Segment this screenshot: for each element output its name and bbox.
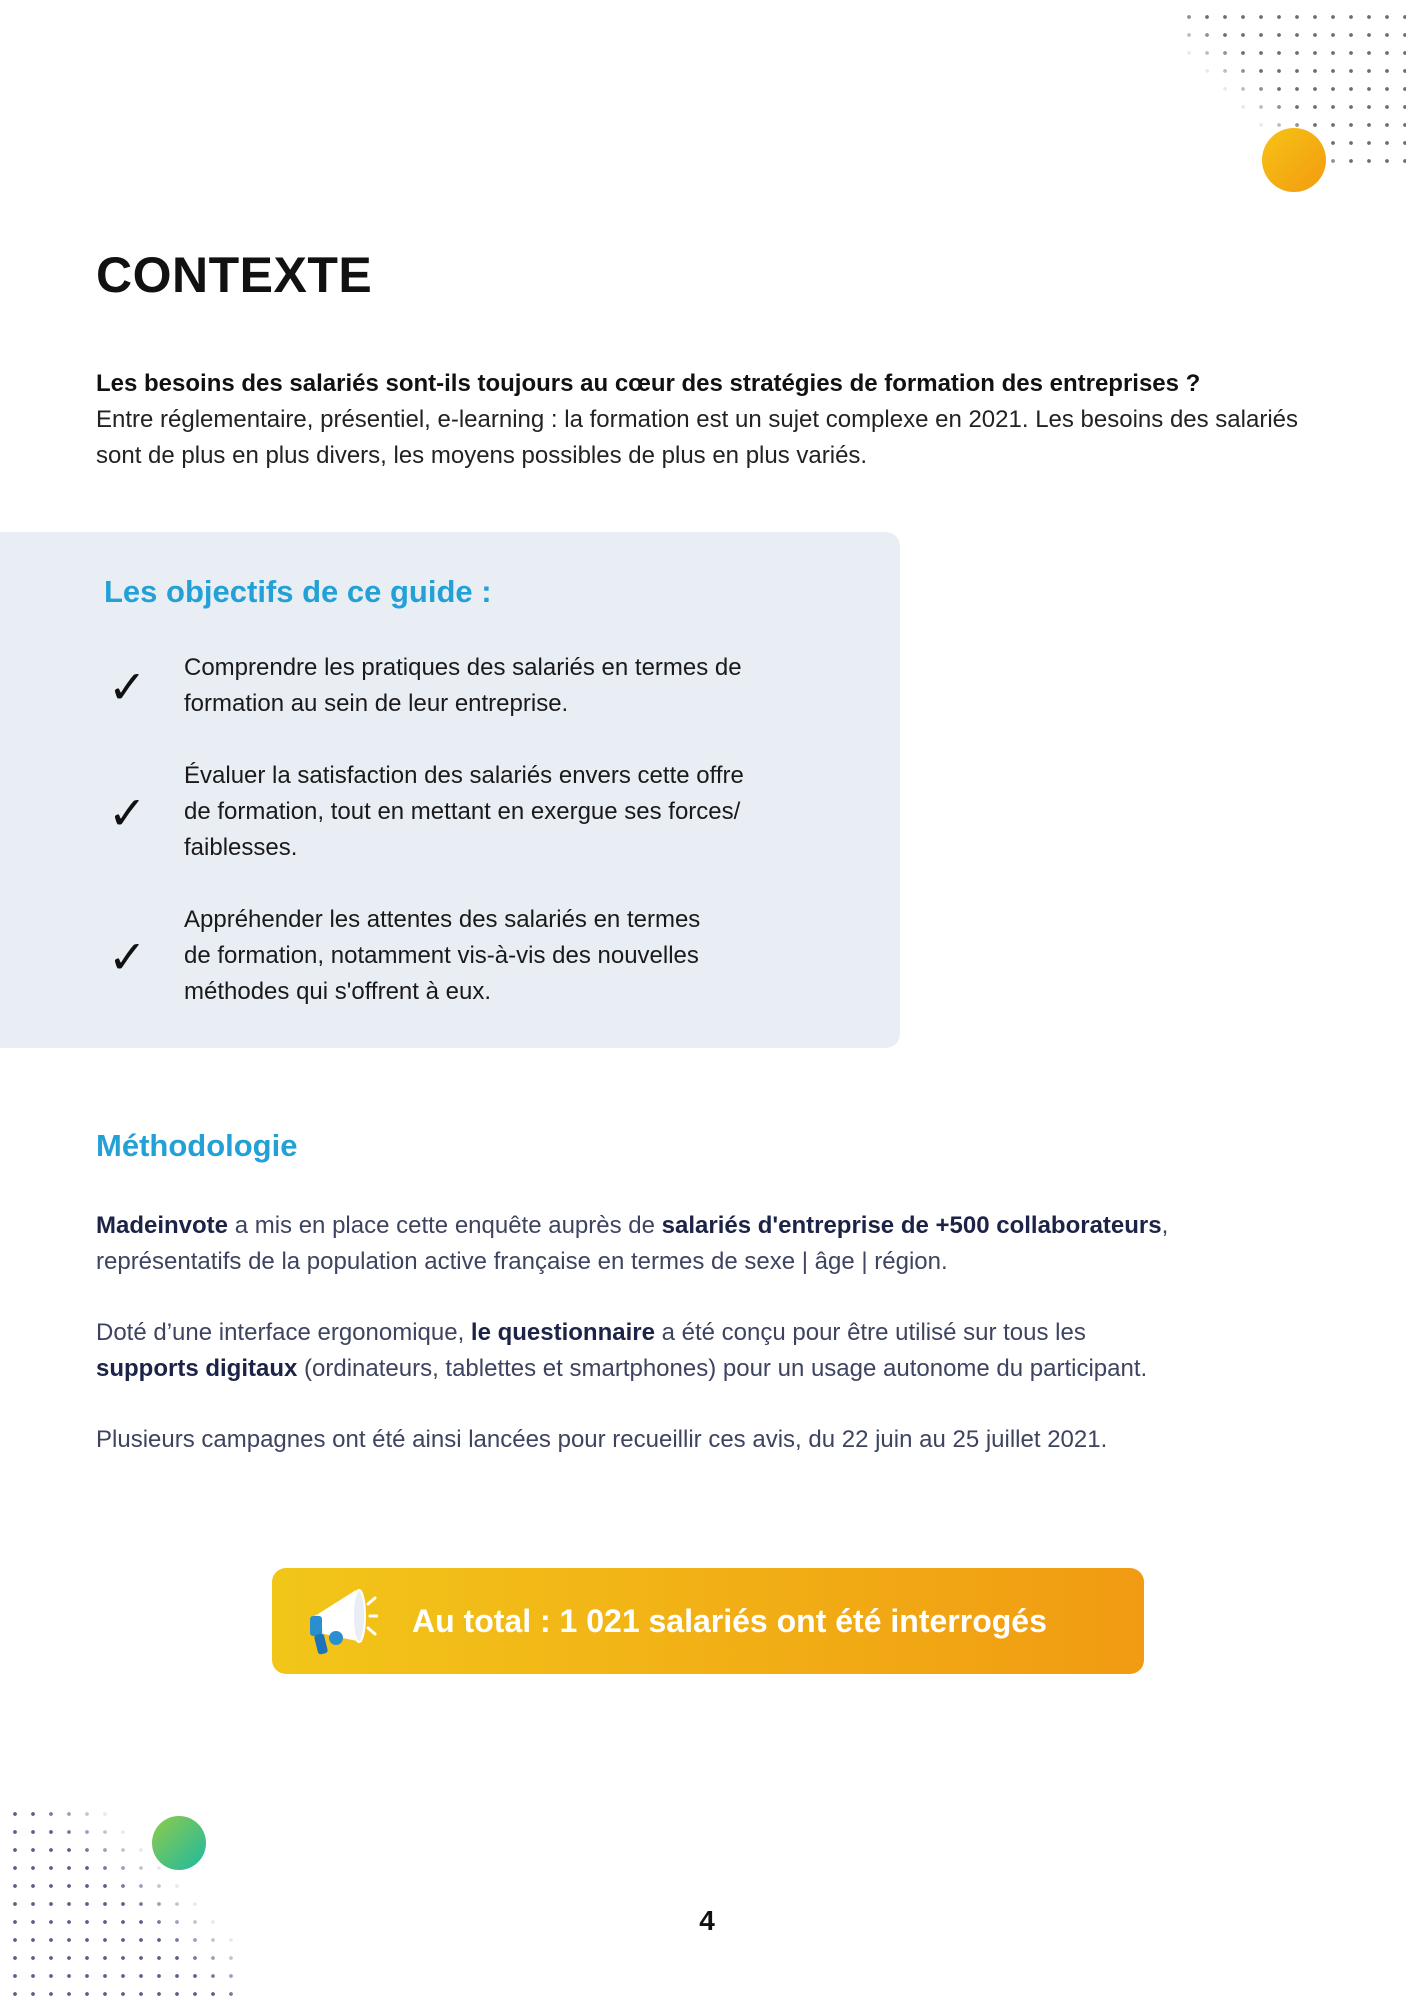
page-title: CONTEXTE: [96, 247, 373, 303]
intro-question: Les besoins des salariés sont-ils toujours au cœur des stratégies de formation des entreprises ?: [96, 370, 1201, 397]
check-icon: ✓: [108, 787, 147, 839]
intro-paragraph: [96, 366, 1336, 474]
methodology-title: Méthodologie: [96, 1128, 298, 1163]
objective-text: Comprendre les pratiques des salariés en termes de formation au sein de leur entreprise.: [184, 654, 742, 717]
intro-body: Entre réglementaire, présentiel, e-learning : la formation est un sujet complexe en 2021. Les besoins des salariés sont de plus en plus divers, les moyens possibles de plus en plus variés.: [96, 406, 1299, 469]
banner-text: Au total : 1 021 salariés ont été interrogés: [412, 1603, 1047, 1639]
green-circle-decoration: [152, 1816, 206, 1870]
methodology-paragraph-1: Madeinvote a mis en place cette enquête auprès de salariés d'entreprise de +500 collaborateurs, représentatifs de la population active française en termes de sexe | âge | région.: [96, 1212, 1169, 1275]
objective-text: Évaluer la satisfaction des salariés envers cette offre de formation, tout en mettant en exergue ses forces/ faiblesses.: [184, 762, 744, 861]
total-respondents-banner: [272, 1568, 1144, 1674]
orange-circle-decoration: [1262, 128, 1326, 192]
check-icon: ✓: [108, 931, 147, 983]
methodology-paragraph-3: Plusieurs campagnes ont été ainsi lancées pour recueillir ces avis, du 22 juin au 25 juillet 2021.: [96, 1426, 1108, 1453]
megaphone-icon: [296, 1582, 378, 1662]
objectives-title: Les objectifs de ce guide :: [104, 574, 492, 609]
dot-pattern-fade-bottom-left: [6, 1805, 246, 2000]
page-number: 4: [699, 1905, 715, 1936]
check-icon: ✓: [108, 661, 147, 713]
methodology-paragraph-2: Doté d’une interface ergonomique, le questionnaire a été conçu pour être utilisé sur tous les supports digitaux (ordinateurs, tablettes et smartphones) pour un usage autonome du participant.: [96, 1319, 1148, 1382]
objective-text: Appréhender les attentes des salariés en termes de formation, notamment vis-à-vis des nouvelles méthodes qui s'offrent à eux.: [184, 906, 701, 1005]
